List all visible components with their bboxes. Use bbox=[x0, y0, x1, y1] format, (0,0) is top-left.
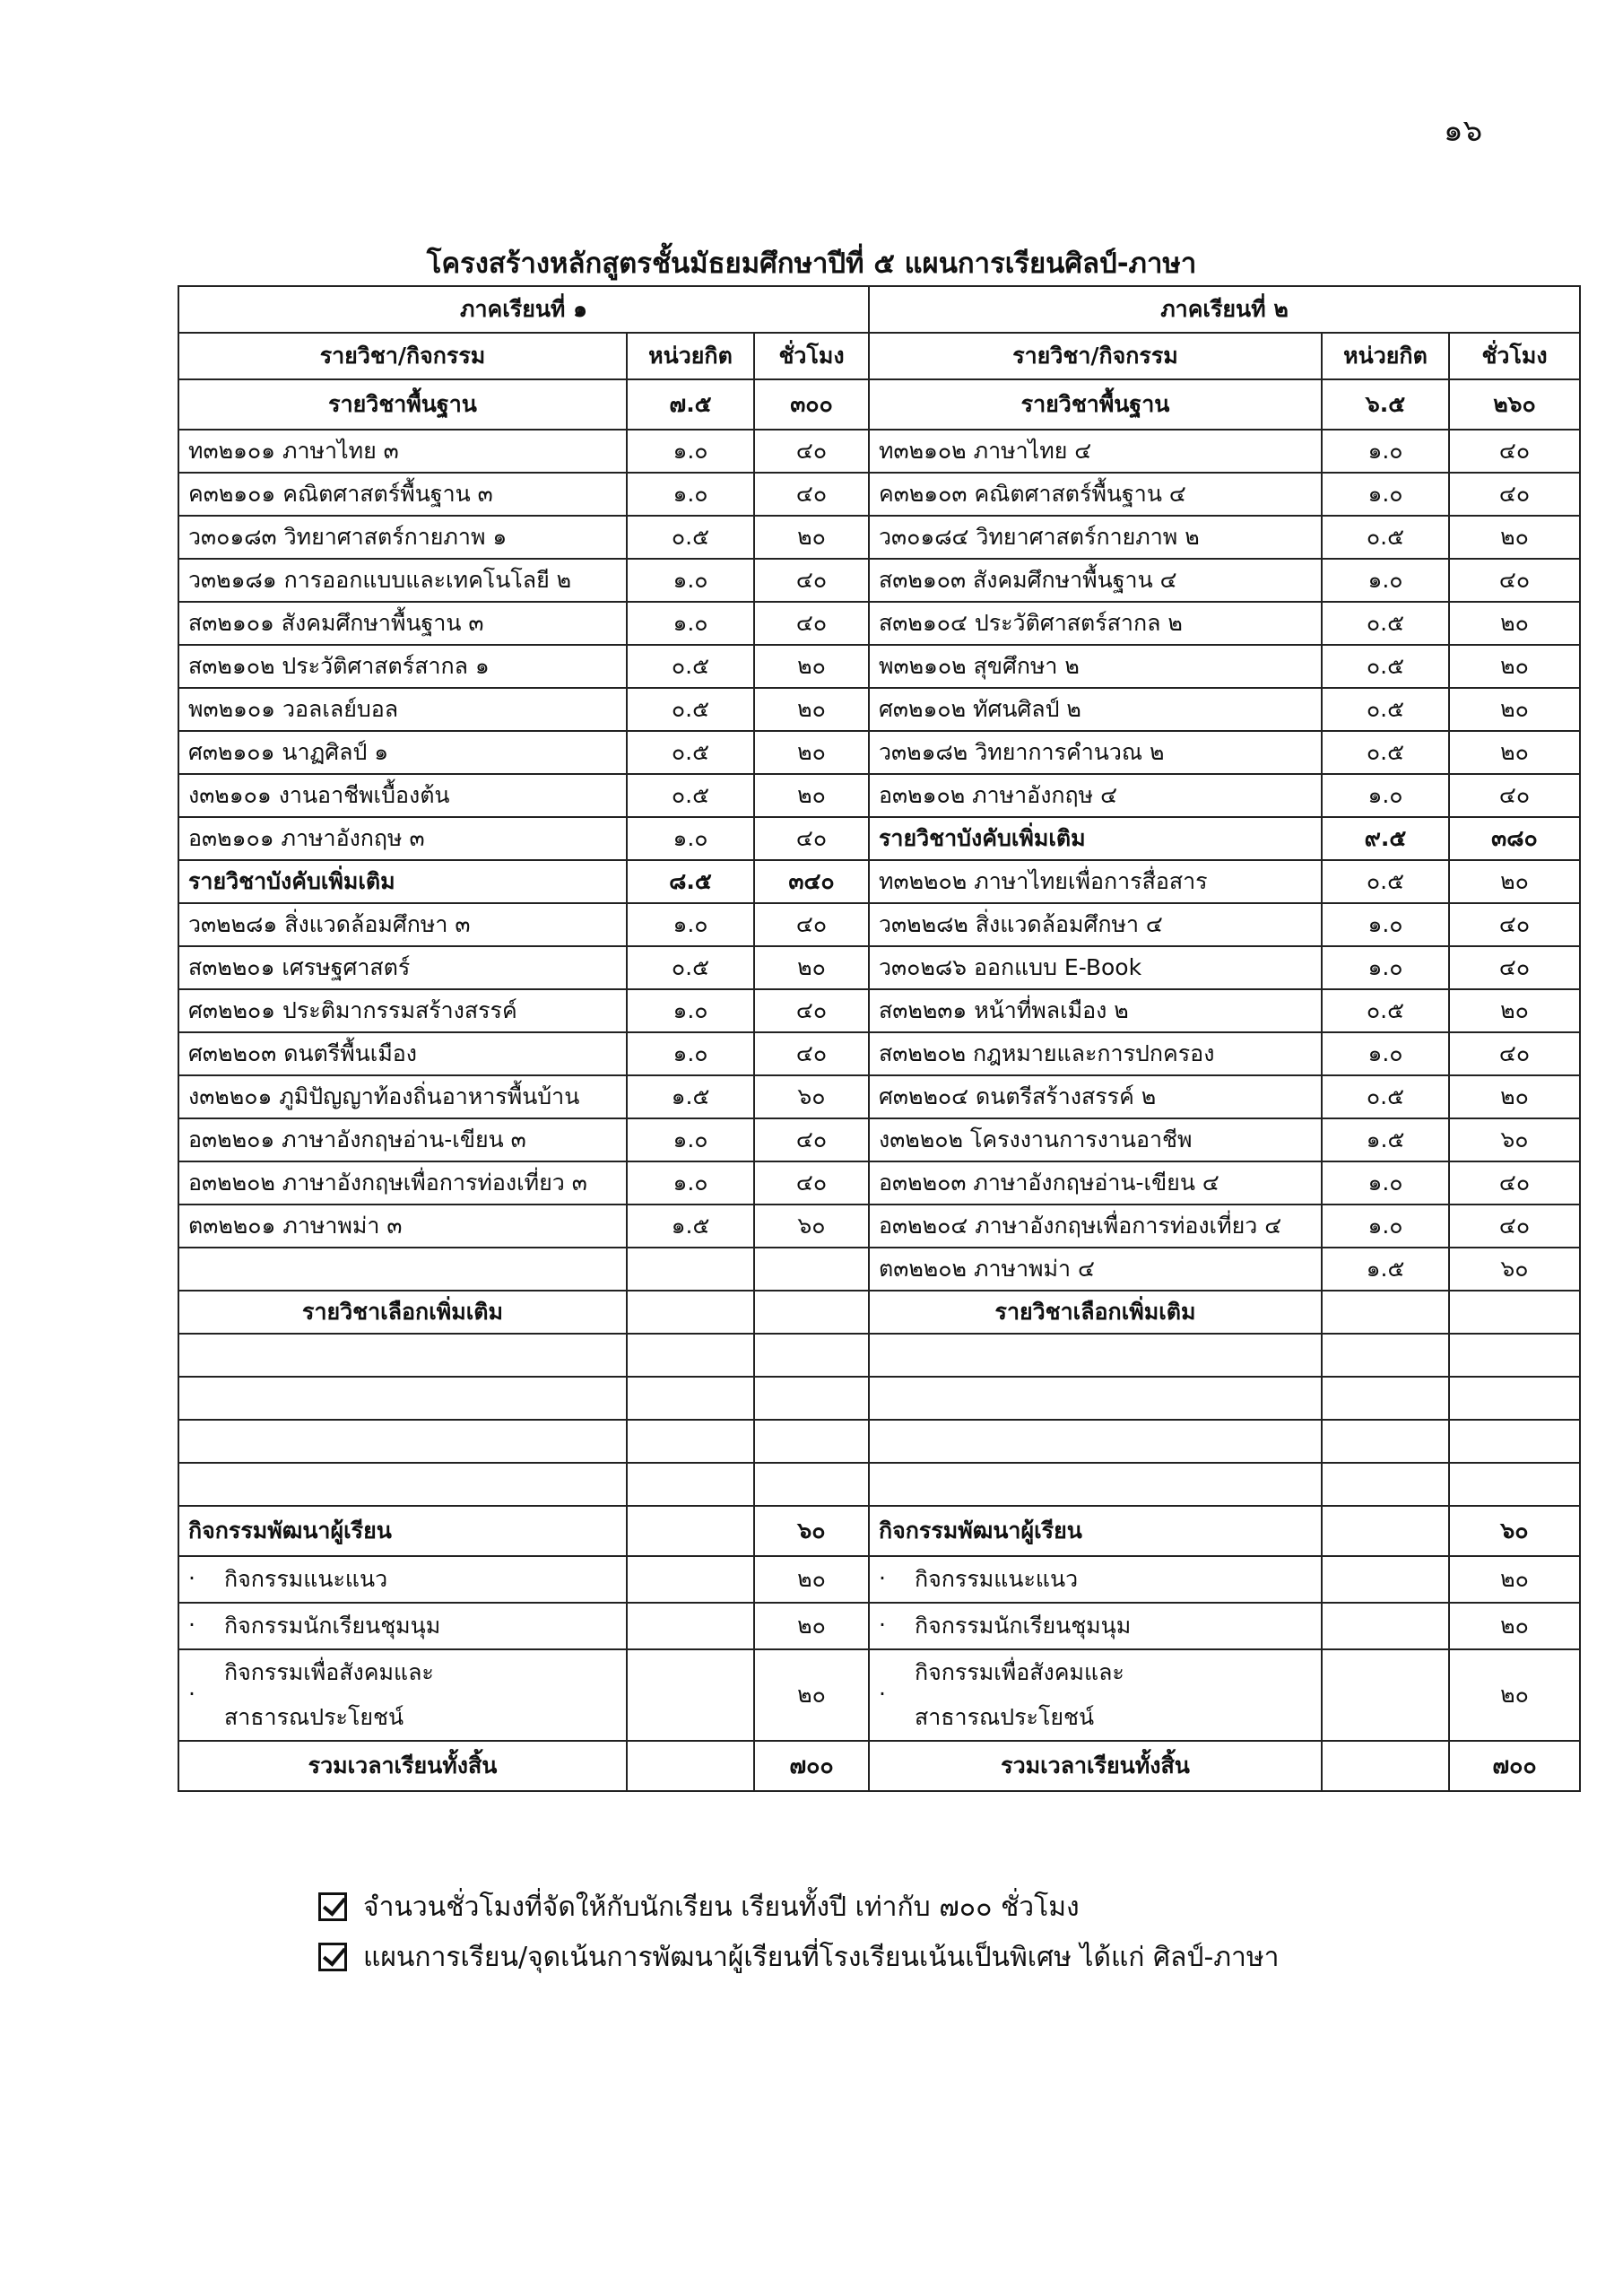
subject-credit: ๑.๐ bbox=[627, 473, 754, 516]
subject-name: ศ๓๒๑๐๑ นาฏศิลป์ ๑ bbox=[178, 731, 627, 774]
empty-cell bbox=[178, 1334, 627, 1377]
empty-cell bbox=[1449, 1334, 1580, 1377]
subject-name: ศ๓๒๑๐๒ ทัศนศิลป์ ๒ bbox=[869, 688, 1322, 731]
semester-2-header: ภาคเรียนที่ ๒ bbox=[869, 286, 1580, 333]
total-hours: ๗๐๐ bbox=[754, 1741, 869, 1791]
subject-hours: ๖๐ bbox=[1449, 1248, 1580, 1291]
additional-hours: ๓๔๐ bbox=[754, 860, 869, 903]
activities-credit bbox=[1322, 1506, 1449, 1556]
subject-name: ว๓๐๑๘๔ วิทยาศาสตร์กายภาพ ๒ bbox=[869, 516, 1322, 559]
basic-credit: ๖.๕ bbox=[1322, 379, 1449, 430]
subject-row bbox=[178, 1075, 1580, 1118]
subject-name: ท๓๒๑๐๑ ภาษาไทย ๓ bbox=[178, 430, 627, 473]
subject-hours: ๔๐ bbox=[754, 430, 869, 473]
activity-credit bbox=[1322, 1556, 1449, 1603]
subject-credit: ๐.๕ bbox=[1322, 688, 1449, 731]
subject-name: ว๓๒๑๘๑ การออกแบบและเทคโนโลยี ๒ bbox=[178, 559, 627, 602]
checked-box-icon bbox=[318, 1892, 347, 1921]
subject-hours: ๒๐ bbox=[1449, 645, 1580, 688]
subject-credit: ๑.๕ bbox=[1322, 1118, 1449, 1161]
activity-label: กิจกรรมเพื่อสังคมและ สาธารณประโยชน์ bbox=[915, 1659, 1124, 1730]
empty-cell bbox=[1449, 1463, 1580, 1506]
total-credit bbox=[627, 1741, 754, 1791]
subject-row bbox=[178, 1248, 1580, 1291]
activities-label: กิจกรรมพัฒนาผู้เรียน bbox=[178, 1506, 627, 1556]
subject-row bbox=[178, 1032, 1580, 1075]
subject-name: ส๓๒๑๐๔ ประวัติศาสตร์สากล ๒ bbox=[869, 602, 1322, 645]
subject-credit: ๑.๐ bbox=[627, 1032, 754, 1075]
total-hours: ๗๐๐ bbox=[1449, 1741, 1580, 1791]
subject-credit: ๐.๕ bbox=[1322, 602, 1449, 645]
subject-hours: ๒๐ bbox=[1449, 731, 1580, 774]
empty-cell bbox=[627, 1334, 754, 1377]
elective-hours bbox=[754, 1291, 869, 1334]
subject-credit: ๑.๐ bbox=[627, 903, 754, 946]
empty-row bbox=[178, 1420, 1580, 1463]
elective-label: รายวิชาเลือกเพิ่มเติม bbox=[178, 1291, 627, 1334]
subject-row bbox=[178, 430, 1580, 473]
subject-credit: ๑.๐ bbox=[1322, 559, 1449, 602]
note-text: จำนวนชั่วโมงที่จัดให้กับนักเรียน เรียนทั้งปี เท่ากับ ๗๐๐ ชั่วโมง bbox=[363, 1891, 1080, 1923]
subject-row bbox=[178, 1161, 1580, 1205]
subject-credit: ๑.๐ bbox=[627, 430, 754, 473]
bullet-icon: · bbox=[188, 1612, 195, 1638]
subject-name: ศ๓๒๒๐๓ ดนตรีพื้นเมือง bbox=[178, 1032, 627, 1075]
activity-credit bbox=[627, 1556, 754, 1603]
empty-cell bbox=[754, 1377, 869, 1420]
elective-credit bbox=[627, 1291, 754, 1334]
subject-name: พ๓๒๑๐๒ สุขศึกษา ๒ bbox=[869, 645, 1322, 688]
subject-hours: ๔๐ bbox=[1449, 774, 1580, 817]
empty-cell bbox=[178, 1420, 627, 1463]
subject-hours: ๒๐ bbox=[1449, 688, 1580, 731]
basic-credit: ๗.๕ bbox=[627, 379, 754, 430]
subject-name: ว๓๐๑๘๓ วิทยาศาสตร์กายภาพ ๑ bbox=[178, 516, 627, 559]
subject-credit: ๐.๕ bbox=[1322, 989, 1449, 1032]
notes bbox=[318, 1882, 1280, 1982]
col-hours-header: ชั่วโมง bbox=[1449, 333, 1580, 379]
checked-box-icon bbox=[318, 1943, 347, 1971]
subject-hours: ๒๐ bbox=[754, 516, 869, 559]
subject-row bbox=[178, 903, 1580, 946]
basic-hours: ๒๖๐ bbox=[1449, 379, 1580, 430]
subject-name: ต๓๒๒๐๑ ภาษาพม่า ๓ bbox=[178, 1205, 627, 1248]
subject-credit: ๑.๐ bbox=[1322, 1205, 1449, 1248]
activity-hours: ๒๐ bbox=[1449, 1649, 1580, 1741]
empty-cell bbox=[869, 1334, 1322, 1377]
subject-row bbox=[178, 473, 1580, 516]
subject-hours: ๒๐ bbox=[754, 688, 869, 731]
semester-header-row bbox=[178, 286, 1580, 333]
curriculum-table bbox=[178, 285, 1581, 1792]
elective-credit bbox=[1322, 1291, 1449, 1334]
activity-credit bbox=[627, 1649, 754, 1741]
subject-name: ส๓๒๑๐๒ ประวัติศาสตร์สากล ๑ bbox=[178, 645, 627, 688]
subject-name: ค๓๒๑๐๓ คณิตศาสตร์พื้นฐาน ๔ bbox=[869, 473, 1322, 516]
subject-name: ท๓๒๒๐๒ ภาษาไทยเพื่อการสื่อสาร bbox=[869, 860, 1322, 903]
subject-hours: ๔๐ bbox=[1449, 1161, 1580, 1205]
activity-hours: ๒๐ bbox=[1449, 1603, 1580, 1649]
activity-label: กิจกรรมแนะแนว bbox=[224, 1566, 388, 1592]
subject-row bbox=[178, 688, 1580, 731]
subject-credit: ๐.๕ bbox=[627, 774, 754, 817]
subject-hours: ๔๐ bbox=[754, 903, 869, 946]
bullet-icon: · bbox=[879, 1565, 886, 1591]
col-subject-header: รายวิชา/กิจกรรม bbox=[869, 333, 1322, 379]
subject-credit: ๐.๕ bbox=[1322, 860, 1449, 903]
subject-hours: ๒๐ bbox=[1449, 516, 1580, 559]
subject-hours: ๔๐ bbox=[1449, 903, 1580, 946]
elective-label: รายวิชาเลือกเพิ่มเติม bbox=[869, 1291, 1322, 1334]
subject-name: อ๓๒๒๐๒ ภาษาอังกฤษเพื่อการท่องเที่ยว ๓ bbox=[178, 1161, 627, 1205]
subject-row bbox=[178, 645, 1580, 688]
activity-name bbox=[178, 1603, 627, 1649]
elective-hours bbox=[1449, 1291, 1580, 1334]
activity-credit bbox=[1322, 1603, 1449, 1649]
subject-row bbox=[178, 602, 1580, 645]
subject-credit: ๐.๕ bbox=[627, 516, 754, 559]
subject-name: ว๓๐๒๘๖ ออกแบบ E-Book bbox=[869, 946, 1322, 989]
activity-label: กิจกรรมแนะแนว bbox=[915, 1566, 1079, 1592]
col-subject-header: รายวิชา/กิจกรรม bbox=[178, 333, 627, 379]
subject-hours: ๔๐ bbox=[1449, 473, 1580, 516]
subject-credit: ๑.๐ bbox=[1322, 1161, 1449, 1205]
activity-hours: ๒๐ bbox=[1449, 1556, 1580, 1603]
subject-credit: ๐.๕ bbox=[1322, 731, 1449, 774]
subject-name: พ๓๒๑๐๑ วอลเลย์บอล bbox=[178, 688, 627, 731]
subject-name: ค๓๒๑๐๑ คณิตศาสตร์พื้นฐาน ๓ bbox=[178, 473, 627, 516]
bullet-icon: · bbox=[188, 1565, 195, 1591]
column-header-row bbox=[178, 333, 1580, 379]
subject-name: ว๓๒๑๘๒ วิทยาการคำนวณ ๒ bbox=[869, 731, 1322, 774]
additional-credit: ๘.๕ bbox=[627, 860, 754, 903]
subject-credit bbox=[627, 1248, 754, 1291]
subject-hours: ๒๐ bbox=[754, 731, 869, 774]
subject-hours: ๒๐ bbox=[1449, 860, 1580, 903]
subject-hours: ๒๐ bbox=[754, 946, 869, 989]
subject-name: ศ๓๒๒๐๔ ดนตรีสร้างสรรค์ ๒ bbox=[869, 1075, 1322, 1118]
subject-hours: ๔๐ bbox=[1449, 430, 1580, 473]
note-text: แผนการเรียน/จุดเน้นการพัฒนาผู้เรียนที่โรงเรียนเน้นเป็นพิเศษ ได้แก่ ศิลป์-ภาษา bbox=[363, 1941, 1280, 1973]
subject-hours: ๒๐ bbox=[1449, 989, 1580, 1032]
elective-header-row bbox=[178, 1291, 1580, 1334]
additional-label: รายวิชาบังคับเพิ่มเติม bbox=[178, 860, 627, 903]
empty-cell bbox=[754, 1334, 869, 1377]
subject-row bbox=[178, 946, 1580, 989]
subject-row bbox=[178, 860, 1580, 903]
bullet-icon: · bbox=[188, 1681, 195, 1707]
subject-name: อ๓๒๑๐๑ ภาษาอังกฤษ ๓ bbox=[178, 817, 627, 860]
subject-hours: ๔๐ bbox=[754, 473, 869, 516]
subject-name: อ๓๒๒๐๔ ภาษาอังกฤษเพื่อการท่องเที่ยว ๔ bbox=[869, 1205, 1322, 1248]
subject-name: ท๓๒๑๐๒ ภาษาไทย ๔ bbox=[869, 430, 1322, 473]
activity-name bbox=[178, 1556, 627, 1603]
subject-hours: ๔๐ bbox=[754, 1032, 869, 1075]
activities-hours: ๖๐ bbox=[754, 1506, 869, 1556]
activity-label: กิจกรรมนักเรียนชุมนุม bbox=[224, 1613, 441, 1639]
empty-cell bbox=[178, 1377, 627, 1420]
activities-header-row bbox=[178, 1506, 1580, 1556]
subject-hours: ๒๐ bbox=[1449, 602, 1580, 645]
subject-row bbox=[178, 516, 1580, 559]
empty-row bbox=[178, 1334, 1580, 1377]
activity-name bbox=[869, 1556, 1322, 1603]
activity-name bbox=[869, 1603, 1322, 1649]
subject-hours: ๔๐ bbox=[1449, 946, 1580, 989]
subject-name: ง๓๒๑๐๑ งานอาชีพเบื้องต้น bbox=[178, 774, 627, 817]
subject-hours: ๔๐ bbox=[754, 602, 869, 645]
empty-cell bbox=[627, 1420, 754, 1463]
subject-name: อ๓๒๑๐๒ ภาษาอังกฤษ ๔ bbox=[869, 774, 1322, 817]
bullet-icon: · bbox=[879, 1612, 886, 1638]
activities-hours: ๖๐ bbox=[1449, 1506, 1580, 1556]
subject-hours: ๔๐ bbox=[1449, 1032, 1580, 1075]
subject-hours: ๒๐ bbox=[754, 645, 869, 688]
subject-credit: ๑.๐ bbox=[627, 1161, 754, 1205]
subject-hours: ๔๐ bbox=[1449, 559, 1580, 602]
subject-hours bbox=[754, 1248, 869, 1291]
subject-row bbox=[178, 731, 1580, 774]
semester-1-header: ภาคเรียนที่ ๑ bbox=[178, 286, 869, 333]
page-number: ๑๖ bbox=[1444, 113, 1483, 149]
subject-hours: ๖๐ bbox=[754, 1205, 869, 1248]
basic-hours: ๓๐๐ bbox=[754, 379, 869, 430]
subject-name: ศ๓๒๒๐๑ ประติมากรรมสร้างสรรค์ bbox=[178, 989, 627, 1032]
subject-hours: ๔๐ bbox=[754, 1118, 869, 1161]
subject-name: ง๓๒๒๐๑ ภูมิปัญญาท้องถิ่นอาหารพื้นบ้าน bbox=[178, 1075, 627, 1118]
subject-credit: ๑.๐ bbox=[1322, 473, 1449, 516]
basic-label: รายวิชาพื้นฐาน bbox=[178, 379, 627, 430]
subject-name: ว๓๒๒๘๑ สิ่งแวดล้อมศึกษา ๓ bbox=[178, 903, 627, 946]
activity-label: กิจกรรมเพื่อสังคมและ สาธารณประโยชน์ bbox=[224, 1659, 434, 1730]
subject-credit: ๑.๐ bbox=[627, 559, 754, 602]
empty-cell bbox=[1449, 1377, 1580, 1420]
subject-credit: ๑.๐ bbox=[1322, 1032, 1449, 1075]
activity-row bbox=[178, 1556, 1580, 1603]
subject-row bbox=[178, 989, 1580, 1032]
subject-name: ว๓๒๒๘๒ สิ่งแวดล้อมศึกษา ๔ bbox=[869, 903, 1322, 946]
empty-cell bbox=[754, 1420, 869, 1463]
subject-credit: ๑.๐ bbox=[1322, 774, 1449, 817]
subject-credit: ๑.๐ bbox=[627, 817, 754, 860]
subject-row bbox=[178, 559, 1580, 602]
empty-row bbox=[178, 1377, 1580, 1420]
activity-credit bbox=[1322, 1649, 1449, 1741]
subject-credit: ๐.๕ bbox=[1322, 645, 1449, 688]
subject-name: อ๓๒๒๐๓ ภาษาอังกฤษอ่าน-เขียน ๔ bbox=[869, 1161, 1322, 1205]
subject-credit: ๐.๕ bbox=[1322, 1075, 1449, 1118]
additional-label: รายวิชาบังคับเพิ่มเติม bbox=[869, 817, 1322, 860]
subject-row bbox=[178, 1118, 1580, 1161]
activity-row bbox=[178, 1649, 1580, 1741]
subject-hours: ๔๐ bbox=[754, 817, 869, 860]
empty-cell bbox=[869, 1420, 1322, 1463]
total-label: รวมเวลาเรียนทั้งสิ้น bbox=[178, 1741, 627, 1791]
activity-hours: ๒๐ bbox=[754, 1603, 869, 1649]
empty-cell bbox=[869, 1463, 1322, 1506]
empty-cell bbox=[627, 1463, 754, 1506]
subject-name: ส๓๒๑๐๓ สังคมศึกษาพื้นฐาน ๔ bbox=[869, 559, 1322, 602]
activity-name bbox=[869, 1649, 1322, 1741]
empty-cell bbox=[627, 1377, 754, 1420]
subject-credit: ๐.๕ bbox=[1322, 516, 1449, 559]
subject-credit: ๑.๕ bbox=[1322, 1248, 1449, 1291]
subject-credit: ๑.๕ bbox=[627, 1205, 754, 1248]
activity-hours: ๒๐ bbox=[754, 1556, 869, 1603]
subject-credit: ๑.๕ bbox=[627, 1075, 754, 1118]
activity-row bbox=[178, 1603, 1580, 1649]
subject-credit: ๑.๐ bbox=[627, 989, 754, 1032]
subject-hours: ๔๐ bbox=[754, 1161, 869, 1205]
subject-credit: ๐.๕ bbox=[627, 731, 754, 774]
subject-name: อ๓๒๒๐๑ ภาษาอังกฤษอ่าน-เขียน ๓ bbox=[178, 1118, 627, 1161]
subject-credit: ๑.๐ bbox=[627, 1118, 754, 1161]
activity-name bbox=[178, 1649, 627, 1741]
subject-hours: ๖๐ bbox=[754, 1075, 869, 1118]
subject-name: ส๓๒๒๐๑ เศรษฐศาสตร์ bbox=[178, 946, 627, 989]
basic-label: รายวิชาพื้นฐาน bbox=[869, 379, 1322, 430]
activities-label: กิจกรรมพัฒนาผู้เรียน bbox=[869, 1506, 1322, 1556]
col-credit-header: หน่วยกิต bbox=[1322, 333, 1449, 379]
activity-credit bbox=[627, 1603, 754, 1649]
subject-row bbox=[178, 817, 1580, 860]
empty-cell bbox=[1322, 1463, 1449, 1506]
subject-name: ส๓๒๒๐๒ กฎหมายและการปกครอง bbox=[869, 1032, 1322, 1075]
activity-hours: ๒๐ bbox=[754, 1649, 869, 1741]
note-item bbox=[318, 1882, 1280, 1932]
subject-credit: ๐.๕ bbox=[627, 946, 754, 989]
subject-hours: ๔๐ bbox=[754, 559, 869, 602]
empty-cell bbox=[1449, 1420, 1580, 1463]
total-row bbox=[178, 1741, 1580, 1791]
subject-row bbox=[178, 774, 1580, 817]
subject-hours: ๔๐ bbox=[754, 989, 869, 1032]
page-title: โครงสร้างหลักสูตรชั้นมัธยมศึกษาปีที่ ๕ แผนการเรียนศิลป์-ภาษา bbox=[426, 248, 1197, 280]
activity-label: กิจกรรมนักเรียนชุมนุม bbox=[915, 1613, 1132, 1639]
subject-hours: ๒๐ bbox=[754, 774, 869, 817]
subject-credit: ๑.๐ bbox=[1322, 903, 1449, 946]
bullet-icon: · bbox=[879, 1681, 886, 1707]
subject-name: ต๓๒๒๐๒ ภาษาพม่า ๔ bbox=[869, 1248, 1322, 1291]
subject-hours: ๔๐ bbox=[1449, 1205, 1580, 1248]
additional-credit: ๙.๕ bbox=[1322, 817, 1449, 860]
subject-name: ส๓๒๑๐๑ สังคมศึกษาพื้นฐาน ๓ bbox=[178, 602, 627, 645]
subject-credit: ๐.๕ bbox=[627, 645, 754, 688]
col-hours-header: ชั่วโมง bbox=[754, 333, 869, 379]
empty-cell bbox=[178, 1463, 627, 1506]
additional-hours: ๓๘๐ bbox=[1449, 817, 1580, 860]
subject-credit: ๑.๐ bbox=[1322, 430, 1449, 473]
note-item bbox=[318, 1932, 1280, 1982]
empty-row bbox=[178, 1463, 1580, 1506]
total-label: รวมเวลาเรียนทั้งสิ้น bbox=[869, 1741, 1322, 1791]
subject-credit: ๑.๐ bbox=[1322, 946, 1449, 989]
subject-hours: ๖๐ bbox=[1449, 1118, 1580, 1161]
empty-cell bbox=[1322, 1334, 1449, 1377]
subject-credit: ๑.๐ bbox=[627, 602, 754, 645]
activities-credit bbox=[627, 1506, 754, 1556]
subject-hours: ๒๐ bbox=[1449, 1075, 1580, 1118]
subject-name: ส๓๒๒๓๑ หน้าที่พลเมือง ๒ bbox=[869, 989, 1322, 1032]
basic-subjects-row bbox=[178, 379, 1580, 430]
empty-cell bbox=[754, 1463, 869, 1506]
subject-credit: ๐.๕ bbox=[627, 688, 754, 731]
empty-cell bbox=[1322, 1420, 1449, 1463]
subject-row bbox=[178, 1205, 1580, 1248]
empty-cell bbox=[869, 1377, 1322, 1420]
subject-name bbox=[178, 1248, 627, 1291]
total-credit bbox=[1322, 1741, 1449, 1791]
col-credit-header: หน่วยกิต bbox=[627, 333, 754, 379]
subject-name: ง๓๒๒๐๒ โครงงานการงานอาชีพ bbox=[869, 1118, 1322, 1161]
empty-cell bbox=[1322, 1377, 1449, 1420]
